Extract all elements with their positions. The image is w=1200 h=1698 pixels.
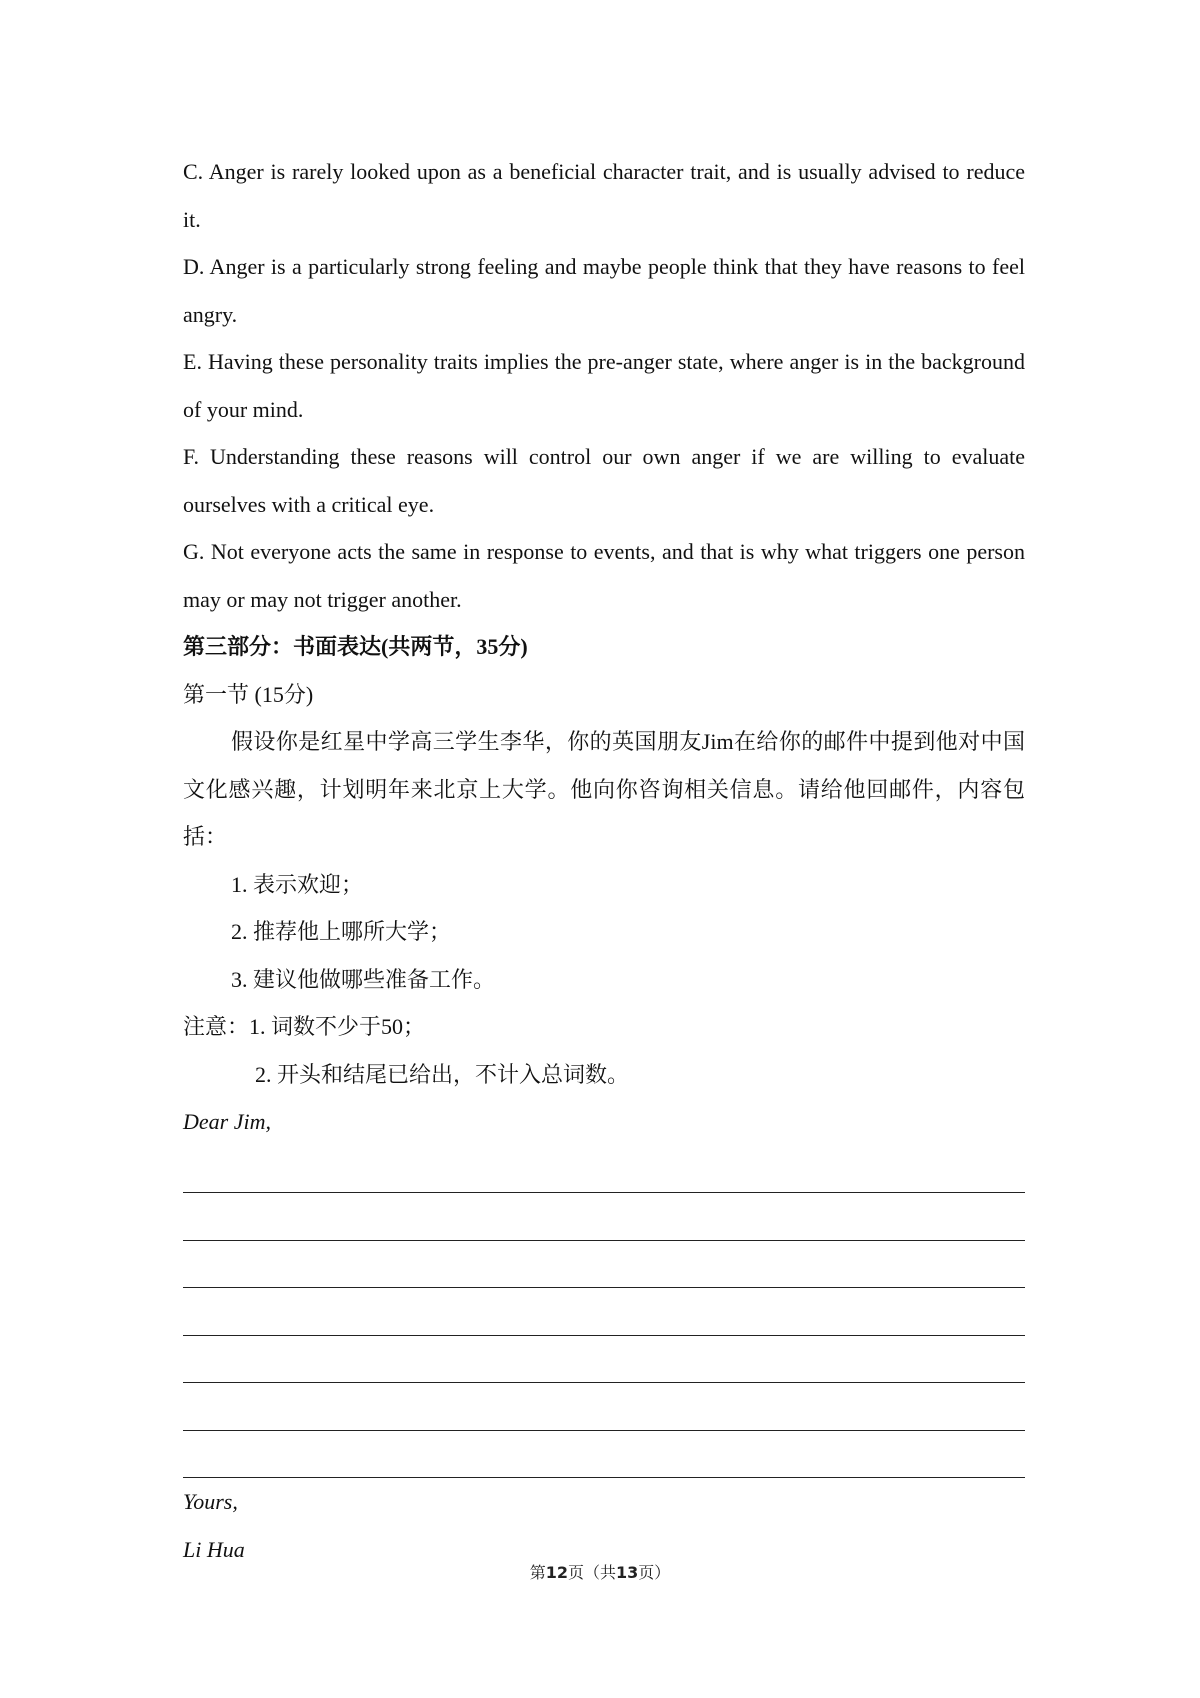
requirement-item: 3. 建议他做哪些准备工作。 (231, 966, 496, 992)
letter-greeting: Dear Jim, (183, 1109, 271, 1134)
answer-line[interactable] (183, 1193, 1025, 1241)
answer-line[interactable] (183, 1336, 1025, 1384)
section-one-title: 第一节 (15分) (183, 681, 314, 707)
option-g: G. Not everyone acts the same in response to events, and that is why what triggers one person may or may not trigger another. (183, 539, 1025, 612)
answer-line[interactable] (183, 1146, 1025, 1194)
option-f: F. Understanding these reasons will control our own anger if we are willing to evaluate ourselves with a critical eye. (183, 444, 1025, 517)
notes-line-2: 2. 开头和结尾已给出，不计入总词数。 (255, 1061, 630, 1087)
page-footer (0, 1560, 1200, 1583)
writing-prompt: 假设你是红星中学高三学生李华，你的英国朋友Jim在给你的邮件中提到他对中国文化感兴趣，计划明年来北京上大学。他向你咨询相关信息。请给他回邮件，内容包括： (183, 729, 1025, 849)
footer-prefix: 第 (529, 1563, 546, 1582)
answer-line[interactable] (183, 1383, 1025, 1431)
footer-suffix: 页） (638, 1563, 671, 1582)
exam-page (183, 148, 1025, 1573)
answer-lines (183, 1146, 1025, 1479)
requirements-list (183, 861, 1025, 1004)
letter-closing: Yours, (183, 1489, 238, 1514)
total-pages-number: 13 (616, 1563, 639, 1582)
answer-line[interactable] (183, 1288, 1025, 1336)
answer-line[interactable] (183, 1241, 1025, 1289)
part-three-heading: 第三部分：书面表达(共两节，35分) (183, 634, 528, 659)
requirement-item: 2. 推荐他上哪所大学； (231, 919, 452, 944)
option-d: D. Anger is a particularly strong feeling and maybe people think that they have reasons to feel angry. (183, 254, 1025, 327)
answer-line[interactable] (183, 1431, 1025, 1479)
current-page-number: 12 (545, 1563, 568, 1582)
letter-signature: Li Hua (183, 1536, 245, 1562)
notes-line-1: 注意：1. 词数不少于50； (183, 1014, 426, 1039)
option-e: E. Having these personality traits implies the pre-anger state, where anger is in the background of your mind. (183, 349, 1025, 422)
option-c: C. Anger is rarely looked upon as a beneficial character trait, and is usually advised to reduce it. (183, 159, 1025, 232)
requirement-item: 1. 表示欢迎； (231, 871, 364, 897)
footer-middle: 页（共 (567, 1563, 616, 1582)
